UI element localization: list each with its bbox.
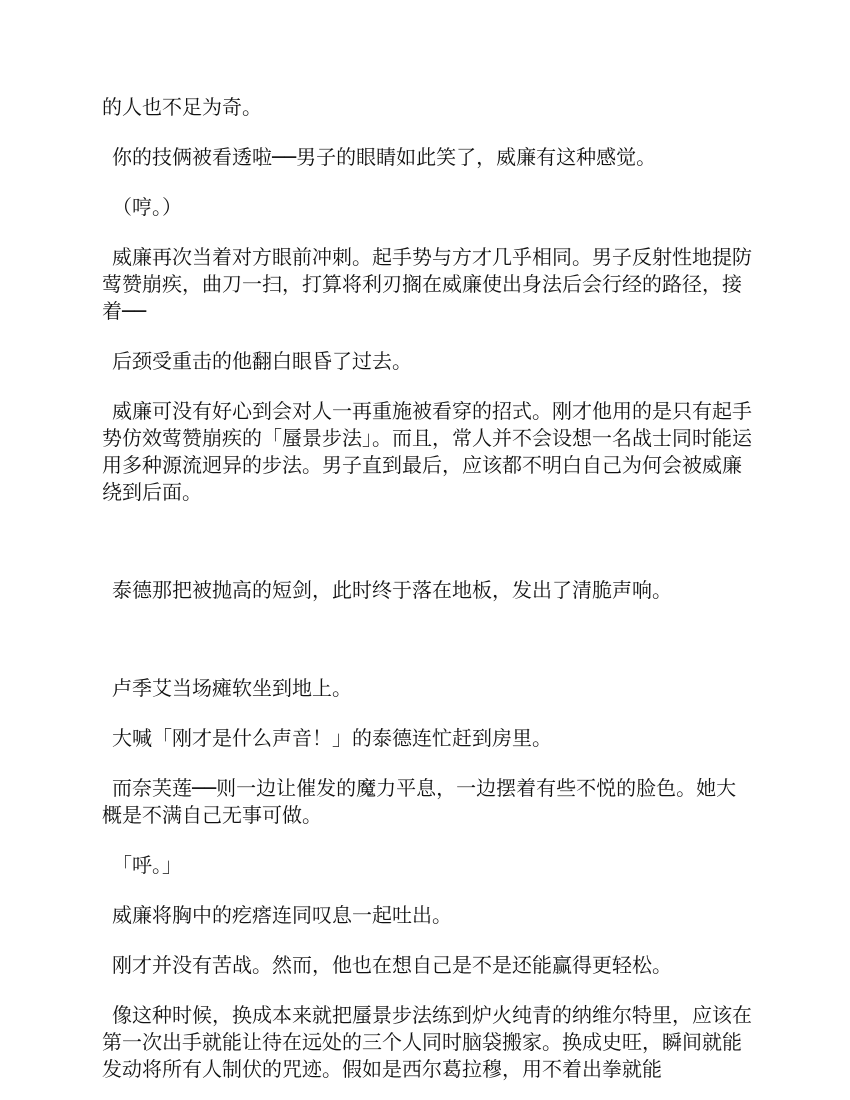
paragraph-10: 而奈芙莲──则一边让催发的魔力平息，一边摆着有些不悦的脸色。她大概是不满自己无事可做。 bbox=[102, 776, 737, 827]
paragraph-6: 威廉可没有好心到会对人一再重施被看穿的招式。刚才他用的是只有起手势仿效莺赞崩疾的「蜃景步法」。而且，常人并不会设想一名战士同时能运用多种源流迥异的步法。男子直到最后，应该都不明白自己为何会被威廉绕到后面。 bbox=[102, 399, 752, 504]
page-body bbox=[102, 94, 752, 1083]
paragraph-9: 大喊「刚才是什么声音！」的泰德连忙赶到房里。 bbox=[112, 726, 552, 750]
paragraph-3: （哼。） bbox=[112, 195, 182, 219]
paragraph-14: 像这种时候，换成本来就把蜃景步法练到炉火纯青的纳维尔特里，应该在第一次出手就能让待在远处的三个人同时脑袋搬家。换成史旺，瞬间就能发动将所有人制伏的咒迹。假如是西尔葛拉穆，用不着出拳就能 bbox=[102, 1003, 752, 1081]
paragraph-11: 「呼。」 bbox=[112, 853, 182, 877]
paragraph-5: 后颈受重击的他翻白眼昏了过去。 bbox=[112, 349, 412, 373]
paragraph-13: 刚才并没有苦战。然而，他也在想自己是不是还能赢得更轻松。 bbox=[112, 953, 672, 977]
paragraph-2: 你的技俩被看透啦──男子的眼睛如此笑了，威廉有这种感觉。 bbox=[112, 145, 657, 169]
paragraph-7: 泰德那把被抛高的短剑，此时终于落在地板，发出了清脆声响。 bbox=[112, 578, 672, 602]
paragraph-8: 卢季艾当场瘫软坐到地上。 bbox=[112, 676, 352, 700]
paragraph-12: 威廉将胸中的疙瘩连同叹息一起吐出。 bbox=[112, 903, 452, 927]
paragraph-4: 威廉再次当着对方眼前冲刺。起手势与方才几乎相同。男子反射性地提防莺赞崩疾，曲刀一扫，打算将利刃搁在威廉使出身法后会行经的路径，接着── bbox=[102, 245, 752, 323]
paragraph-1: 的人也不足为奇。 bbox=[102, 95, 262, 119]
